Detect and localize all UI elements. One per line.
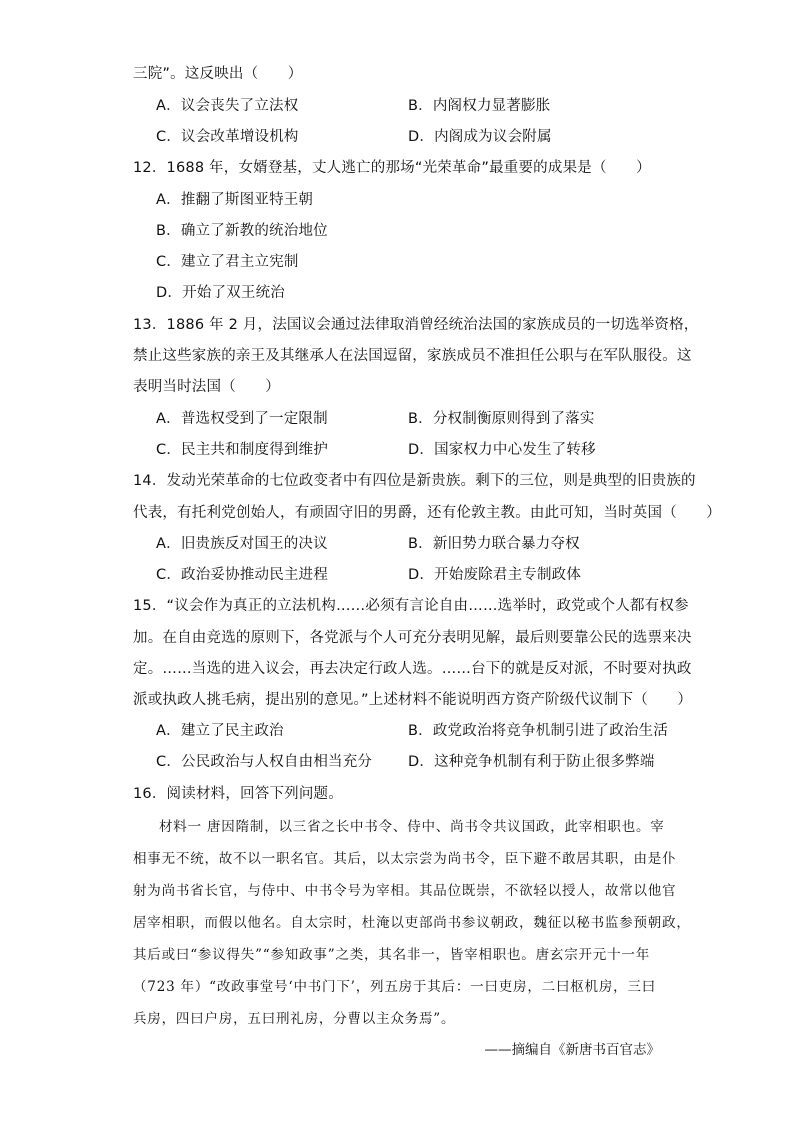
q11-option-b[interactable]: B．内阁权力显著膨胀 <box>408 98 551 114</box>
q15-option-b[interactable]: B．政党政治将竞争机制引进了政治生活 <box>408 723 669 739</box>
q15-option-d[interactable]: D．这种竞争机制有利于防止很多弊端 <box>408 754 655 770</box>
q14-option-d[interactable]: D．开始废除君主专制政体 <box>408 567 582 583</box>
q12-option-c[interactable]: C．建立了君主立宪制 <box>156 254 299 270</box>
q11-option-c[interactable]: C．议会改革增设机构 <box>156 129 299 145</box>
q16-material-line: 兵房，四曰户房，五曰刑礼房，分曹以主众务焉”。 <box>133 1011 456 1027</box>
q13-option-b[interactable]: B．分权制衡原则得到了落实 <box>408 411 595 427</box>
q13-option-d[interactable]: D．国家权力中心发生了转移 <box>408 442 596 458</box>
q13-option-a[interactable]: A．普选权受到了一定限制 <box>156 411 328 427</box>
q14-stem-line: 14．发动光荣革命的七位政变者中有四位是新贵族。剩下的三位，则是典型的旧贵族的 <box>133 473 696 489</box>
q12-option-a[interactable]: A．推翻了斯图亚特王朝 <box>156 192 314 208</box>
q16-stem: 16．阅读材料，回答下列问题。 <box>133 786 343 802</box>
q11-option-d[interactable]: D．内阁成为议会附属 <box>408 129 552 145</box>
q16-source: ——摘编自《新唐书百官志》 <box>484 1042 660 1058</box>
q16-material-line: 居宰相职，而假以他名。自太宗时，杜淹以吏部尚书参议朝政，魏征以秘书监参预朝政， <box>133 915 691 931</box>
q16-material-line: 材料一 唐因隋制，以三省之长中书令、侍中、尚书令共议国政，此宰相职也。宰 <box>159 819 665 835</box>
q16-material-line: 相事无不统，故不以一职名官。其后，以太宗尝为尚书令，臣下避不敢居其职，由是仆 <box>133 851 677 867</box>
q15-option-a[interactable]: A．建立了民主政治 <box>156 723 284 739</box>
q12-option-b[interactable]: B．确立了新教的统治地位 <box>156 223 328 239</box>
q15-stem-line: 派或执政人挑毛病，提出别的意见。”上述材料不能说明西方资产阶级代议制下（ ） <box>133 692 693 708</box>
q14-option-c[interactable]: C．政治妥协推动民主进程 <box>156 567 329 583</box>
q16-material-line: 其后或曰“参议得失”“参知政事”之类，其名非一，皆宰相职也。唐玄宗开元十一年 <box>133 947 651 963</box>
q12-option-d[interactable]: D．开始了双王统治 <box>156 285 285 301</box>
q11-stem-tail: 三院”。这反映出（ ） <box>133 66 303 82</box>
q13-stem-line: 表明当时法国（ ） <box>133 379 280 395</box>
q15-option-c[interactable]: C．公民政治与人权自由相当充分 <box>156 754 373 770</box>
q16-material-line: 射为尚书省长官，与侍中、中书令号为宰相。其品位既崇，不欲轻以授人，故常以他官 <box>133 883 677 899</box>
q14-option-b[interactable]: B．新旧势力联合暴力夺权 <box>408 536 580 552</box>
q14-stem-line: 代表，有托利党创始人，有顽固守旧的男爵，还有伦敦主教。由此可知，当时英国（ ） <box>133 505 721 521</box>
q13-option-c[interactable]: C．民主共和制度得到维护 <box>156 442 329 458</box>
q16-material-line: （723 年）“改政事堂号‘中书门下’，列五房于其后：一曰吏房，二曰枢机房，三曰 <box>133 979 657 995</box>
q13-stem-line: 禁止这些家族的亲王及其继承人在法国逗留，家族成员不准担任公职与在军队服役。这 <box>133 348 692 364</box>
q14-option-a[interactable]: A．旧贵族反对国王的决议 <box>156 536 328 552</box>
q11-option-a[interactable]: A．议会丧失了立法权 <box>156 98 299 114</box>
q15-stem-line: 定。……当选的进入议会，再去决定行政人选。……台下的就是反对派，不时要对执政 <box>133 661 692 677</box>
q12-stem: 12．1688 年，女婿登基，丈人逃亡的那场“光荣革命”最重要的成果是（ ） <box>133 160 651 176</box>
q13-stem-line: 13．1886 年 2 月，法国议会通过法律取消曾经统治法国的家族成员的一切选举资格， <box>133 317 699 333</box>
q15-stem-line: 15．“议会作为真正的立法机构……必须有言论自由……选举时，政党或个人都有权参 <box>133 598 689 614</box>
q15-stem-line: 加。在自由竞选的原则下，各党派与个人可充分表明见解，最后则要靠公民的选票来决 <box>133 630 692 646</box>
